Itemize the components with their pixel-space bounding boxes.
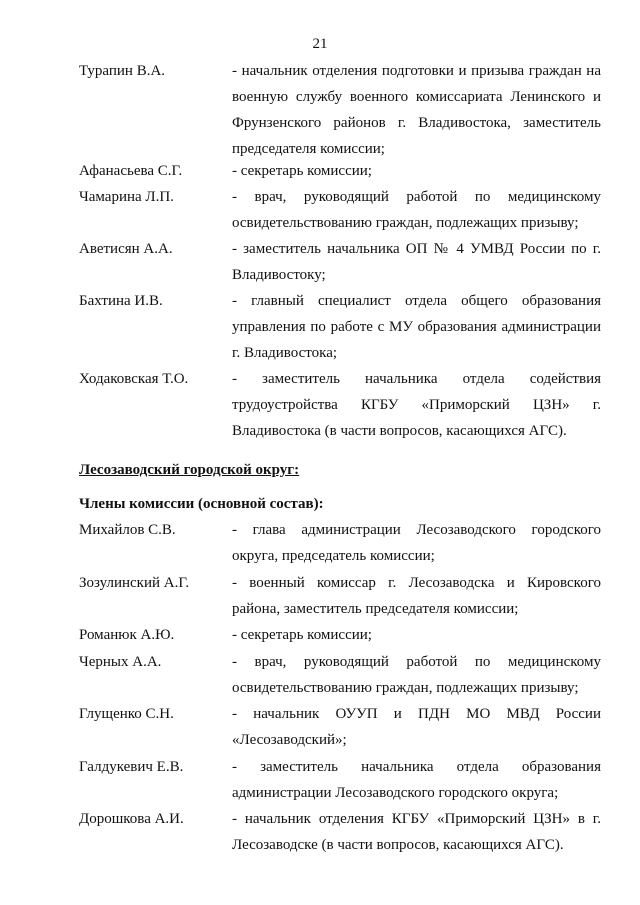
member-role: - заместитель начальника ОП № 4 УМВД России по г. Владивостоку; xyxy=(232,241,601,283)
member-role: - начальник отделения подготовки и призыва граждан на военную службу военного комиссариата Ленинского и Фрунзенского районов г. Владивостока, заместитель председателя комиссии; xyxy=(232,63,601,157)
member-name: Аветисян А.А. xyxy=(79,241,173,257)
member-role: - главный специалист отдела общего образования управления по работе с МУ образования администрации г. Владивостока; xyxy=(232,293,601,361)
member-name: Михайлов С.В. xyxy=(79,522,176,538)
member-name: Дорошкова А.И. xyxy=(79,811,184,827)
member-name: Черных А.А. xyxy=(79,654,162,670)
member-name: Романюк А.Ю. xyxy=(79,627,175,643)
member-name: Ходаковская Т.О. xyxy=(79,371,189,387)
member-role: - врач, руководящий работой по медицинскому освидетельствованию граждан, подлежащих призыву; xyxy=(232,654,601,696)
member-name: Чамарина Л.П. xyxy=(79,189,174,205)
member-role: - заместитель начальника отдела содействия трудоустройства КГБУ «Приморский ЦЗН» г. Владивостока (в части вопросов, касающихся АГС). xyxy=(232,371,601,439)
page-number: 21 xyxy=(312,36,328,52)
member-role: - начальник отделения КГБУ «Приморский ЦЗН» в г. Лесозаводске (в части вопросов, касающихся АГС). xyxy=(232,811,601,853)
member-role: - начальник ОУУП и ПДН МО МВД России «Лесозаводский»; xyxy=(232,706,601,748)
member-name: Зозулинский А.Г. xyxy=(79,575,190,591)
member-name: Бахтина И.В. xyxy=(79,293,163,309)
member-name: Глущенко С.Н. xyxy=(79,706,174,722)
member-name: Турапин В.А. xyxy=(79,63,166,79)
member-role: - заместитель начальника отдела образования администрации Лесозаводского городского округа; xyxy=(232,759,601,801)
member-role: - секретарь комиссии; xyxy=(232,627,372,643)
member-name: Афанасьева С.Г. xyxy=(79,163,183,179)
member-role: - врач, руководящий работой по медицинскому освидетельствованию граждан, подлежащих призыву; xyxy=(232,189,601,231)
member-role: - военный комиссар г. Лесозаводска и Кировского района, заместитель председателя комиссии; xyxy=(232,575,601,617)
member-role: - глава администрации Лесозаводского городского округа, председатель комиссии; xyxy=(232,522,601,564)
members-heading: Члены комиссии (основной состав): xyxy=(79,496,324,512)
member-role: - секретарь комиссии; xyxy=(232,163,372,179)
member-name: Галдукевич Е.В. xyxy=(79,759,184,775)
section-heading: Лесозаводский городской округ: xyxy=(79,462,300,478)
